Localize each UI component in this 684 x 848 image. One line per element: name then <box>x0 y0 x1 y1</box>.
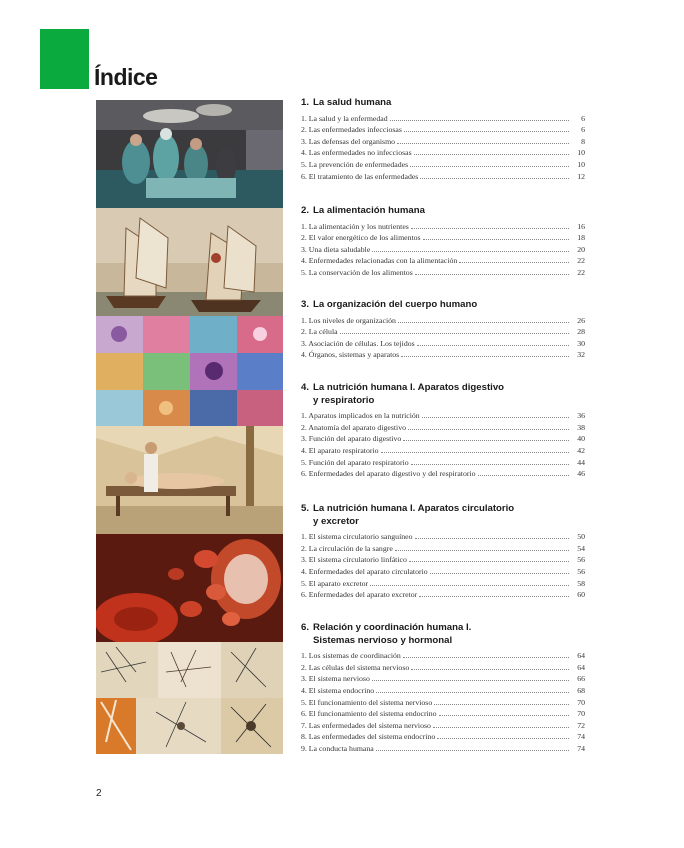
toc-entry[interactable]: 7. Las enfermedades del sistema nervioso 72 <box>301 720 585 730</box>
toc-entry[interactable]: 1. Los niveles de organización 26 <box>301 315 585 325</box>
toc-entry[interactable]: 4. Enfermedades relacionadas con la alimentación 22 <box>301 256 585 266</box>
toc-entry[interactable]: 1. Los sistemas de coordinación 64 <box>301 651 585 661</box>
toc-entry[interactable]: 3. Una dieta saludable 20 <box>301 244 585 254</box>
toc-entry[interactable]: 4. El aparato respiratorio 42 <box>301 445 585 455</box>
toc-entry[interactable]: 2. El valor energético de los alimentos 18 <box>301 233 585 243</box>
photo-column <box>96 100 283 754</box>
toc-entry[interactable]: 3. Las defensas del organismo 8 <box>301 136 585 146</box>
toc-entry[interactable]: 5. El funcionamiento del sistema nervioso 70 <box>301 697 585 707</box>
toc-section-2 <box>301 205 585 279</box>
toc-entry[interactable]: 5. El aparato excretor 58 <box>301 578 585 588</box>
toc-entry[interactable]: 8. Las enfermedades del sistema endocrino 74 <box>301 732 585 742</box>
toc-entry[interactable]: 6. Enfermedades del aparato digestivo y del respiratorio 46 <box>301 469 585 479</box>
toc-entry[interactable]: 1. El sistema circulatorio sanguíneo 50 <box>301 532 585 542</box>
section-title: 6. Relación y coordinación humana I. Sistemas nervioso y hormonal <box>301 622 472 646</box>
toc-entry[interactable]: 1. La alimentación y los nutrientes 16 <box>301 221 585 231</box>
cells-puzzle-image <box>96 316 283 426</box>
toc-entry[interactable]: 1. Aparatos implicados en la nutrición 36 <box>301 411 585 421</box>
toc-section-6 <box>301 622 585 755</box>
surgery-photo <box>96 100 283 208</box>
toc-entry[interactable]: 3. El sistema circulatorio linfático 56 <box>301 555 585 565</box>
toc-entry[interactable]: 6. Enfermedades del aparato excretor 60 <box>301 590 585 600</box>
section-title: 3. La organización del cuerpo humano <box>301 299 478 310</box>
neuron-drawings-image <box>96 642 283 754</box>
toc-entry[interactable]: 6. El tratamiento de las enfermedades 12 <box>301 171 585 181</box>
toc-entry[interactable]: 2. La circulación de la sangre 54 <box>301 543 585 553</box>
page-title: Índice <box>94 64 158 90</box>
blood-cells-image <box>96 534 283 642</box>
toc-entry[interactable]: 2. Anatomía del aparato digestivo 38 <box>301 422 585 432</box>
toc-entry[interactable]: 4. Las enfermedades no infecciosas 10 <box>301 148 585 158</box>
toc-entry[interactable]: 3. Asociación de células. Los tejidos 30 <box>301 338 585 348</box>
toc-entry[interactable]: 2. Las enfermedades infecciosas 6 <box>301 125 585 135</box>
anatomy-lesson-painting <box>96 426 283 534</box>
toc-section-3 <box>301 299 585 361</box>
toc-entry[interactable]: 5. Función del aparato respiratorio 44 <box>301 457 585 467</box>
toc-section-4 <box>301 382 585 480</box>
toc-entry[interactable]: 9. La conducta humana 74 <box>301 743 585 753</box>
ships-painting <box>96 208 283 316</box>
toc-section-5 <box>301 503 585 601</box>
section-title: 1. La salud humana <box>301 97 392 108</box>
section-title: 5. La nutrición humana I. Aparatos circulatorio y excretor <box>301 503 515 527</box>
toc-entry[interactable]: 3. Función del aparato digestivo 40 <box>301 434 585 444</box>
toc-section-1 <box>301 97 585 182</box>
toc-entry[interactable]: 4. Órganos, sistemas y aparatos 32 <box>301 350 585 360</box>
toc-entry[interactable]: 1. La salud y la enfermedad 6 <box>301 113 585 123</box>
toc-entry[interactable]: 4. Enfermedades del aparato circulatorio 56 <box>301 566 585 576</box>
toc-entry[interactable]: 3. El sistema nervioso 66 <box>301 674 585 684</box>
green-corner-block <box>40 29 89 89</box>
toc-entry[interactable]: 6. El funcionamiento del sistema endocrino 70 <box>301 709 585 719</box>
toc-entry[interactable]: 5. La conservación de los alimentos 22 <box>301 267 585 277</box>
section-title: 4. La nutrición humana I. Aparatos digestivo y respiratorio <box>301 382 505 406</box>
toc-entry[interactable]: 5. La prevención de enfermedades 10 <box>301 159 585 169</box>
toc-entry[interactable]: 4. El sistema endocrino 68 <box>301 685 585 695</box>
section-title: 2. La alimentación humana <box>301 205 425 216</box>
toc-entry[interactable]: 2. Las células del sistema nervioso 64 <box>301 662 585 672</box>
toc-entry[interactable]: 2. La célula 28 <box>301 327 585 337</box>
page-number: 2 <box>96 788 102 799</box>
